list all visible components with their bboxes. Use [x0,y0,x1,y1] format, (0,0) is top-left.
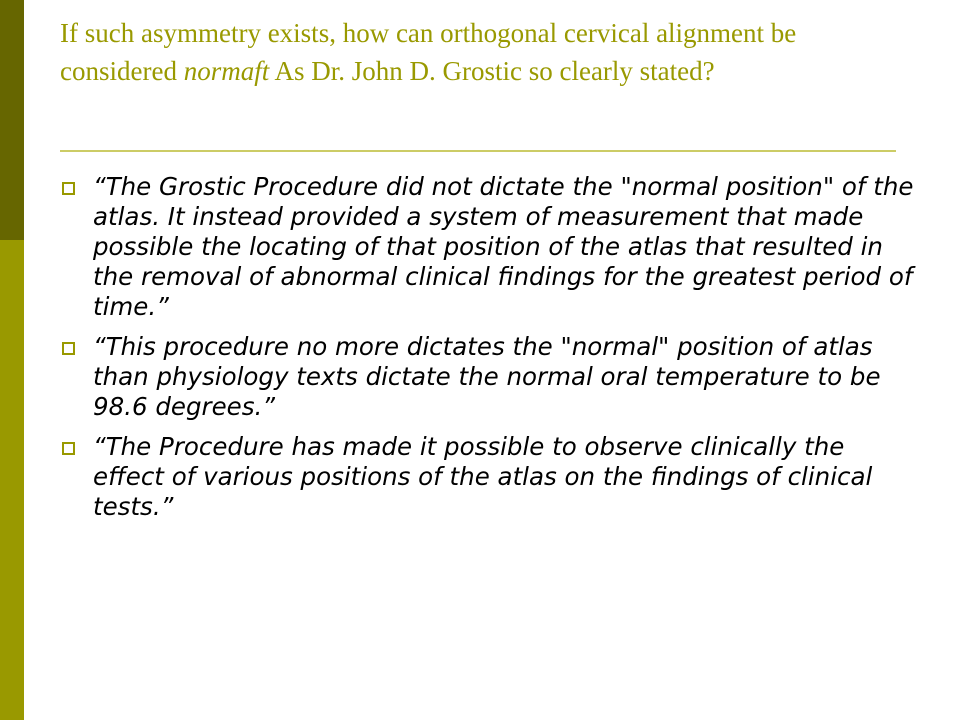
bullet-item [60,332,920,422]
left-bar-segment-top [0,0,24,240]
left-bar-segment-middle [0,240,24,480]
hollow-square-bullet-icon [62,342,75,355]
bullet-item [60,432,920,522]
title-emphasis: normaft [183,56,270,86]
bullet-list [60,172,920,532]
bullet-text: “The Grostic Procedure did not dictate the "normal position" of the atlas. It instead provided a system of measurement that made possible the locating of that position of the atlas that resulted in the removal of abnormal clinical findings for the greatest period of time.” [93,172,914,321]
left-bar-segment-bottom [0,480,24,720]
slide-title [60,14,910,90]
title-divider [60,150,896,152]
bullet-item [60,172,920,322]
hollow-square-bullet-icon [62,182,75,195]
title-part-2: As Dr. John D. Grostic so clearly stated? [269,56,715,86]
bullet-text: “The Procedure has made it possible to observe clinically the effect of various positions of the atlas on the findings of clinical tests.” [93,432,873,521]
hollow-square-bullet-icon [62,442,75,455]
bullet-text: “This procedure no more dictates the "normal" position of atlas than physiology texts dictate the normal oral temperature to be 98.6 degrees.” [93,332,881,421]
title-part-1: If such asymmetry exists, how can orthogonal cervical alignment be considered [60,18,797,86]
